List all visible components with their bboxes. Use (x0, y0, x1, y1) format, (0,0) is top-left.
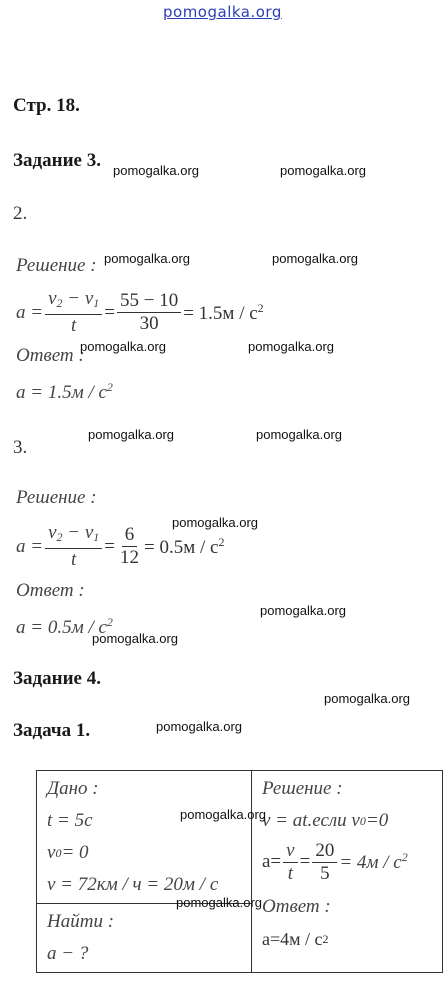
watermark: pomogalka.org (104, 251, 190, 266)
given-label: Дано : (47, 778, 99, 799)
given-v0: v 0 = 0 (47, 842, 89, 863)
solution-label: Решение : (262, 778, 343, 799)
find-label: Найти : (47, 911, 115, 932)
watermark: pomogalka.org (176, 895, 262, 910)
formula-lhs: a = (16, 301, 44, 323)
solution-line1: v = at.если v 0 =0 (262, 810, 389, 831)
watermark: pomogalka.org (256, 427, 342, 442)
find-value: a − ? (47, 943, 89, 964)
formula-lhs: a = (16, 535, 44, 557)
answer-label: Ответ : (16, 345, 85, 366)
solution-label: Решение : (16, 255, 97, 276)
page-heading: Стр. 18. (13, 95, 80, 116)
given-cell (37, 771, 252, 904)
answer: $a = 1.5м / с^2$ (16, 380, 113, 403)
fraction-v: $\frac{v_2 - v_1}{t}$ (45, 522, 102, 571)
watermark: pomogalka.org (324, 691, 410, 706)
watermark: pomogalka.org (92, 631, 178, 646)
answer: $a = 0.5м / с^2$ (16, 615, 113, 638)
fraction-v: $\frac{v_2 - v_1}{t}$ (45, 288, 102, 337)
solution-formula: a= $\frac{v}{t}$ = $\frac{20}{5}$ = $4м / с^2$ (262, 839, 408, 884)
task3-heading: Задание 3. (13, 150, 101, 171)
fraction-values: $\frac{6}{12}$ (120, 524, 139, 568)
answer-label: Ответ : (262, 896, 331, 917)
task-table (36, 770, 443, 973)
watermark: pomogalka.org (248, 339, 334, 354)
site-logo[interactable]: pomogalka.org (163, 3, 282, 21)
task4-heading: Задание 4. (13, 668, 101, 689)
answer-label: Ответ : (16, 580, 85, 601)
watermark: pomogalka.org (272, 251, 358, 266)
fraction-values: $\frac{55 - 10}{30}$ (117, 290, 181, 335)
watermark: pomogalka.org (113, 163, 199, 178)
watermark: pomogalka.org (180, 807, 266, 822)
find-cell (37, 904, 252, 973)
watermark: pomogalka.org (172, 515, 258, 530)
solution-cell (252, 771, 443, 973)
given-v: v = 72км / ч = 20м / с (47, 874, 219, 895)
watermark: pomogalka.org (156, 719, 242, 734)
solution-label: Решение : (16, 487, 97, 508)
formula-result: = $0.5м / с^2$ (144, 534, 225, 558)
formula-result: = $1.5м / с^2$ (183, 300, 264, 324)
item-number: 2. (13, 203, 28, 224)
watermark: pomogalka.org (280, 163, 366, 178)
answer: a=4м / с 2 (262, 928, 329, 949)
formula-item2: a = $\frac{v_2 - v_1}{t}$ = $\frac{55 - 10}{30}$ = $1.5м / с^2$ (16, 288, 264, 336)
formula-item3: a = $\frac{v_2 - v_1}{t}$ = $\frac{6}{12}$ = $0.5м / с^2$ (16, 522, 225, 570)
given-t: t = 5с (47, 810, 93, 831)
item-number: 3. (13, 437, 28, 458)
watermark: pomogalka.org (80, 339, 166, 354)
watermark: pomogalka.org (260, 603, 346, 618)
watermark: pomogalka.org (88, 427, 174, 442)
problem-heading: Задача 1. (13, 720, 91, 741)
